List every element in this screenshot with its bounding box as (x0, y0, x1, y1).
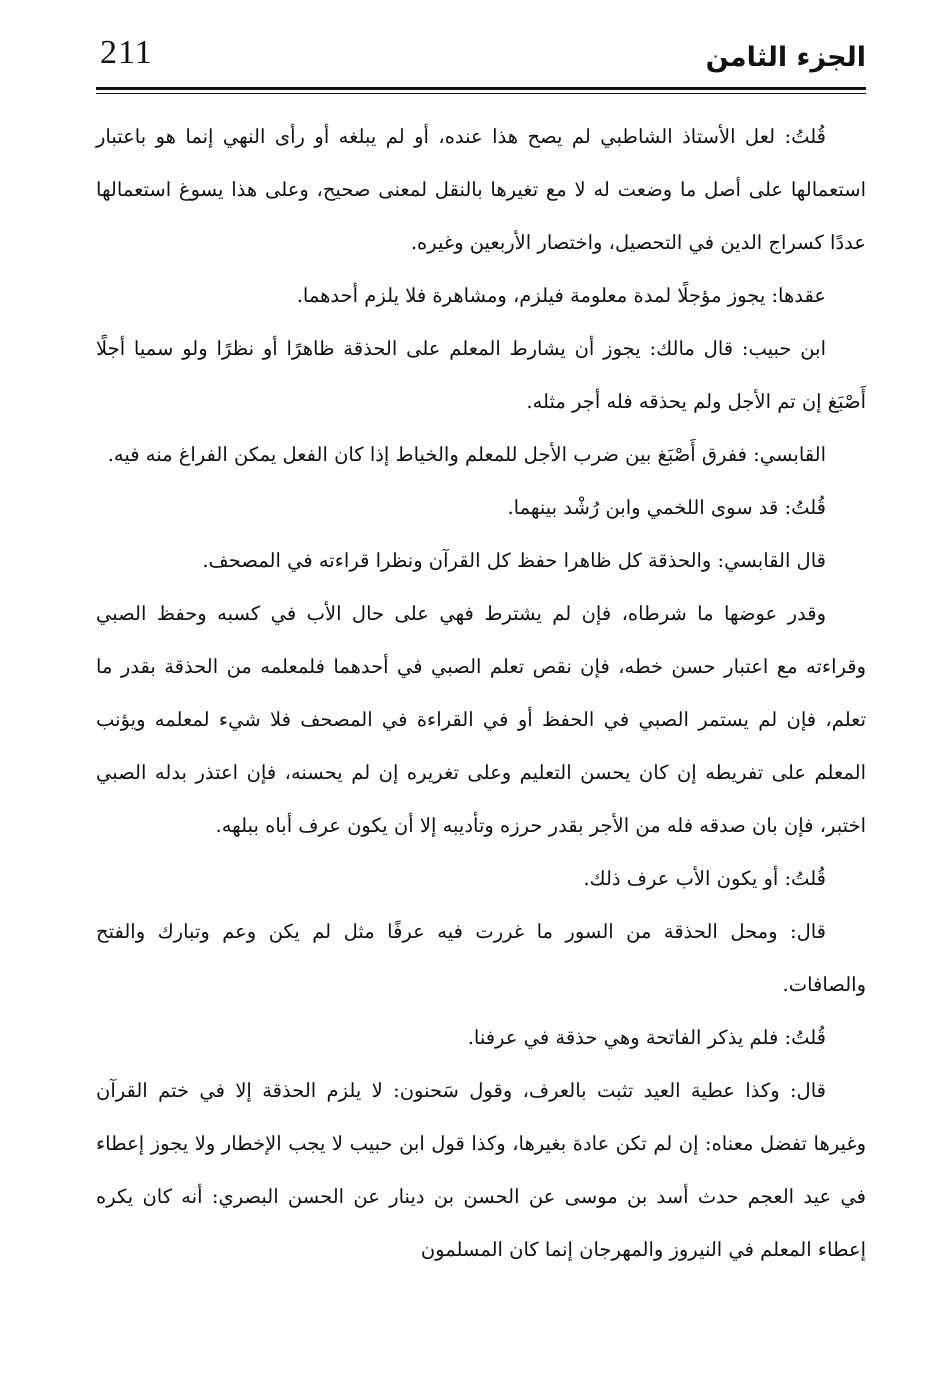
paragraph-aqduha: عقدها: يجوز مؤجلًا لمدة معلومة فيلزم، ومشاهرة فلا يلزم أحدهما. (296, 284, 826, 307)
paragraph-atiyat-al-eid: قال: وكذا عطية العيد تثبت بالعرف، وقول سَحنون: لا يلزم الحذقة إلا في ختم القرآن وغيرها تفضل معناه: إن لم تكن عادة بغيرها، وكذا قول ابن حبيب لا يجب الإخطار ولا يجوز إعطاء في عيد العجم حدث أسد بن موسى عن الحسن بن دينار عن الحسن البصري: أنه كان يكره إعطاء المعلم في النيروز والمهرجان إنما كان المسلمون (96, 1079, 866, 1261)
paragraph-qala-qabisi: قال القابسي: والحذقة كل ظاهرا حفظ كل القرآن ونظرا قراءته في المصحف. (202, 549, 826, 572)
header-rule-thin (96, 93, 866, 94)
body-text (96, 110, 866, 1276)
page-header (96, 28, 866, 88)
running-title: الجزء الثامن (705, 42, 866, 73)
paragraph-qultu-fatiha: قُلتُ: فلم يذكر الفاتحة وهي حذقة في عرفنا. (467, 1026, 826, 1049)
page-number: 211 (100, 34, 153, 71)
paragraph-qadr-iwaduha: وقدر عوضها ما شرطاه، فإن لم يشترط فهي على حال الأب في كسبه وحفظ الصبي وقراءته مع اعتبار حسن خطه، فإن نقص تعلم الصبي في أحدهما فلمعلمه من الحذقة بقدر ما تعلم، فإن لم يستمر الصبي في الحفظ أو في القراءة في المصحف فلا شيء لمعلمه ويؤنب المعلم على تفريطه إن كان يحسن التعليم وعلى تغريره إن لم يحسنه، فإن اعتذر بدله الصبي اختبر، فإن بان صدقه فله من الأجر بقدر حرزه وتأديبه إلا أن يكون عرف أباه ببلهه. (96, 602, 866, 837)
paragraph-qultu-lakhmi: قُلتُ: قد سوى اللخمي وابن رُشْد بينهما. (507, 496, 826, 519)
paragraph-qabisi-asbagh: القابسي: ففرق أَصْبَغ بين ضرب الأجل للمعلم والخياط إذا كان الفعل يمكن الفراغ منه فيه. (107, 443, 826, 466)
paragraph-ibn-habib: ابن حبيب: قال مالك: يجوز أن يشارط المعلم على الحذقة ظاهرًا أو نظرًا ولو سميا أجلًا أَصْبَغ إن تم الأجل ولم يحذقه فله أجر مثله. (96, 337, 866, 413)
paragraph-qultu-shatibi: قُلتُ: لعل الأستاذ الشاطبي لم يصح هذا عنده، أو لم يبلغه أو رأى النهي إنما هو باعتبار استعمالها على أصل ما وضعت له لا مع تغيرها بالنقل لمعنى صحيح، وعلى هذا يسوغ استعمالها عددًا كسراج الدين في التحصيل، واختصار الأربعين وغيره. (96, 125, 866, 254)
paragraph-mahall-hidhqa: قال: ومحل الحذقة من السور ما غررت فيه عرفًا مثل لم يكن وعم وتبارك والفتح والصافات. (96, 920, 866, 996)
header-rule-thick (96, 87, 866, 90)
paragraph-qultu-ab: قُلتُ: أو يكون الأب عرف ذلك. (583, 867, 826, 890)
